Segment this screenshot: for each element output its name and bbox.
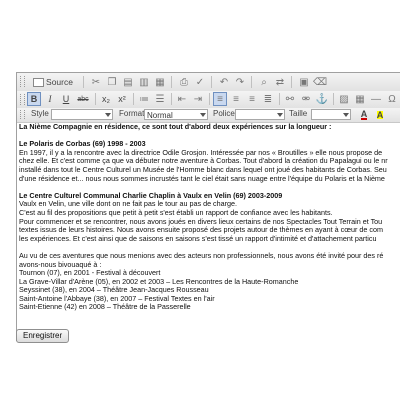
image-icon[interactable]: ▨ xyxy=(339,93,349,105)
toolbar-separator xyxy=(95,93,96,105)
size-label: Taille xyxy=(289,109,308,118)
toolbar-separator xyxy=(171,93,172,105)
toolbar-grip[interactable] xyxy=(20,94,25,105)
align-right-icon[interactable]: ≡ xyxy=(249,93,255,105)
paste-text-icon[interactable]: ▥ xyxy=(139,76,149,88)
list-item: Saint-Etienne (42) en 2008 – Théâtre de la Passerelle xyxy=(19,302,191,312)
toolbar-separator xyxy=(291,76,292,88)
underline-button[interactable]: U xyxy=(62,94,70,104)
paste-icon[interactable]: ▤ xyxy=(123,76,133,88)
spellcheck-icon[interactable]: ✓ xyxy=(195,76,205,88)
replace-icon[interactable]: ⇄ xyxy=(275,76,285,88)
toolbar-grip[interactable] xyxy=(20,110,25,119)
list-item: La Grave-Villar d'Arène (05), en 2002 et 2003 – Les Rencontres de la Haute-Romanche xyxy=(19,276,299,286)
strikethrough-button[interactable]: abc xyxy=(77,95,89,103)
list-item: Saint-Antoine l'Abbaye (38), en 2007 – Festival Textes en l'air xyxy=(19,293,215,303)
remove-format-icon[interactable]: ⌫ xyxy=(312,76,328,88)
select-all-icon[interactable]: ▣ xyxy=(299,76,309,88)
undo-icon[interactable]: ↶ xyxy=(219,76,229,88)
redo-icon[interactable]: ↷ xyxy=(235,76,245,88)
editor-toolbar-row-2 xyxy=(17,91,400,109)
editor-content-area[interactable] xyxy=(19,123,400,341)
align-left-icon[interactable]: ≡ xyxy=(213,92,227,106)
toolbar-separator xyxy=(279,93,280,105)
paragraph-line: Au vu de ces aventures que nous menions avec des acteurs non professionnels, nous avons été invité pour des ré xyxy=(19,250,384,260)
save-button[interactable]: Enregistrer xyxy=(16,329,69,343)
chevron-down-icon xyxy=(200,113,206,117)
paragraph-line: les expériences. Et c'est ainsi que de saisons en saisons s'est tissé un rapport d'intimité et d'attachement particu xyxy=(19,233,377,243)
outdent-icon[interactable]: ⇤ xyxy=(177,93,187,105)
font-label: Police xyxy=(213,109,235,118)
format-label: Format xyxy=(119,109,145,118)
style-label: Style xyxy=(31,109,49,118)
editor-toolbar-row-3 xyxy=(17,108,400,123)
paragraph-line: avons-nous bivouaqué à : xyxy=(19,259,102,269)
font-select[interactable] xyxy=(235,109,285,120)
numbered-list-icon[interactable]: ≔ xyxy=(139,93,149,105)
section-title-polaris: Le Polaris de Corbas (69) 1998 - 2003 xyxy=(19,139,146,149)
align-justify-icon[interactable]: ≣ xyxy=(263,93,273,105)
paragraph-line: Pour commencer et se rencontrer, nous avons joués en divers lieux certains de nos Spectacles Tout Terrain et Tou xyxy=(19,216,383,226)
chevron-down-icon xyxy=(277,113,283,117)
paragraph-line: d'une résidence et... nous nous sommes incrustés tant le ciel était sans nuage entre l'équipe du Polaris et la Nième xyxy=(19,173,385,183)
cut-icon[interactable]: ✂ xyxy=(91,76,101,88)
paragraph-line: textes issus de leurs histoires. Nous avons ensuite proposé des projets autour de thèmes en ayant à cœur de com xyxy=(19,225,383,235)
toolbar-separator xyxy=(209,93,210,105)
italic-button[interactable]: I xyxy=(48,94,52,104)
paragraph-line: Vaulx en Velin, une ville dont on ne fait pas le tour au pas de charge. xyxy=(19,199,238,209)
toolbar-separator xyxy=(171,76,172,88)
toolbar-separator xyxy=(251,76,252,88)
find-icon[interactable]: ⌕ xyxy=(261,76,267,88)
source-button[interactable]: Source xyxy=(27,75,79,89)
paragraph-line: installé dans tout le Centre Culturel un Musée de l'Homme blanc dans lequel ont joué des habitants de Corbas. Seu xyxy=(19,164,387,174)
copy-icon[interactable]: ❐ xyxy=(107,76,117,88)
table-icon[interactable]: ▦ xyxy=(355,93,365,105)
editor-toolbar-row-1 xyxy=(17,73,400,92)
subscript-button[interactable]: x₂ xyxy=(102,94,110,104)
toolbar-grip[interactable] xyxy=(20,76,25,87)
paste-word-icon[interactable]: ▦ xyxy=(155,76,165,88)
format-select[interactable]: Normal xyxy=(144,109,208,120)
list-item: Tournon (07), en 2001 - Festival à découvert xyxy=(19,268,161,278)
anchor-icon[interactable]: ⚓ xyxy=(315,93,329,105)
paragraph-line: En 1997, il y a la rencontre avec la directrice Odile Grosjon. Intéressée par nos « Broutilles » elle nous propose de xyxy=(19,147,383,157)
background-color-icon[interactable]: A xyxy=(376,109,384,120)
indent-icon[interactable]: ⇥ xyxy=(193,93,203,105)
toolbar-separator xyxy=(333,93,334,105)
intro-paragraph: La Nième Compagnie en résidence, ce sont tout d'abord deux expériences sur la longueur : xyxy=(19,123,332,131)
rich-text-editor xyxy=(16,72,400,341)
toolbar-separator xyxy=(83,76,84,88)
chevron-down-icon xyxy=(343,113,349,117)
source-icon xyxy=(33,78,44,87)
paragraph-line: chez elle. Et c'est comme ça que va débuter notre aventure à Corbas. Tout d'abord la création du Papalagui ou le nr xyxy=(19,156,388,166)
align-center-icon[interactable]: ≡ xyxy=(233,93,239,105)
section-title-chaplin: Le Centre Culturel Communal Charlie Chaplin à Vaulx en Velin (69) 2003-2009 xyxy=(19,190,283,200)
list-item: Seyssinet (38), en 2004 – Théâtre Jean-Jacques Rousseau xyxy=(19,285,209,295)
paragraph-line: C'est au fil des propositions que petit à petit s'est établi un rapport de confiance avec les habitants. xyxy=(19,207,333,217)
superscript-button[interactable]: x² xyxy=(118,94,126,104)
bold-button[interactable]: B xyxy=(27,92,41,106)
horizontal-rule-icon[interactable]: ― xyxy=(371,93,381,105)
unlink-icon[interactable]: ⚮ xyxy=(301,93,311,105)
chevron-down-icon xyxy=(105,113,111,117)
toolbar-separator xyxy=(133,93,134,105)
bulleted-list-icon[interactable]: ☰ xyxy=(155,93,165,105)
link-icon[interactable]: ⚯ xyxy=(285,93,295,105)
text-color-icon[interactable]: A xyxy=(360,108,368,119)
special-char-icon[interactable]: Ω xyxy=(388,93,396,105)
print-icon[interactable]: ⎙ xyxy=(180,76,188,88)
toolbar-separator xyxy=(211,76,212,88)
size-select[interactable] xyxy=(311,109,351,120)
style-select[interactable] xyxy=(51,109,113,120)
